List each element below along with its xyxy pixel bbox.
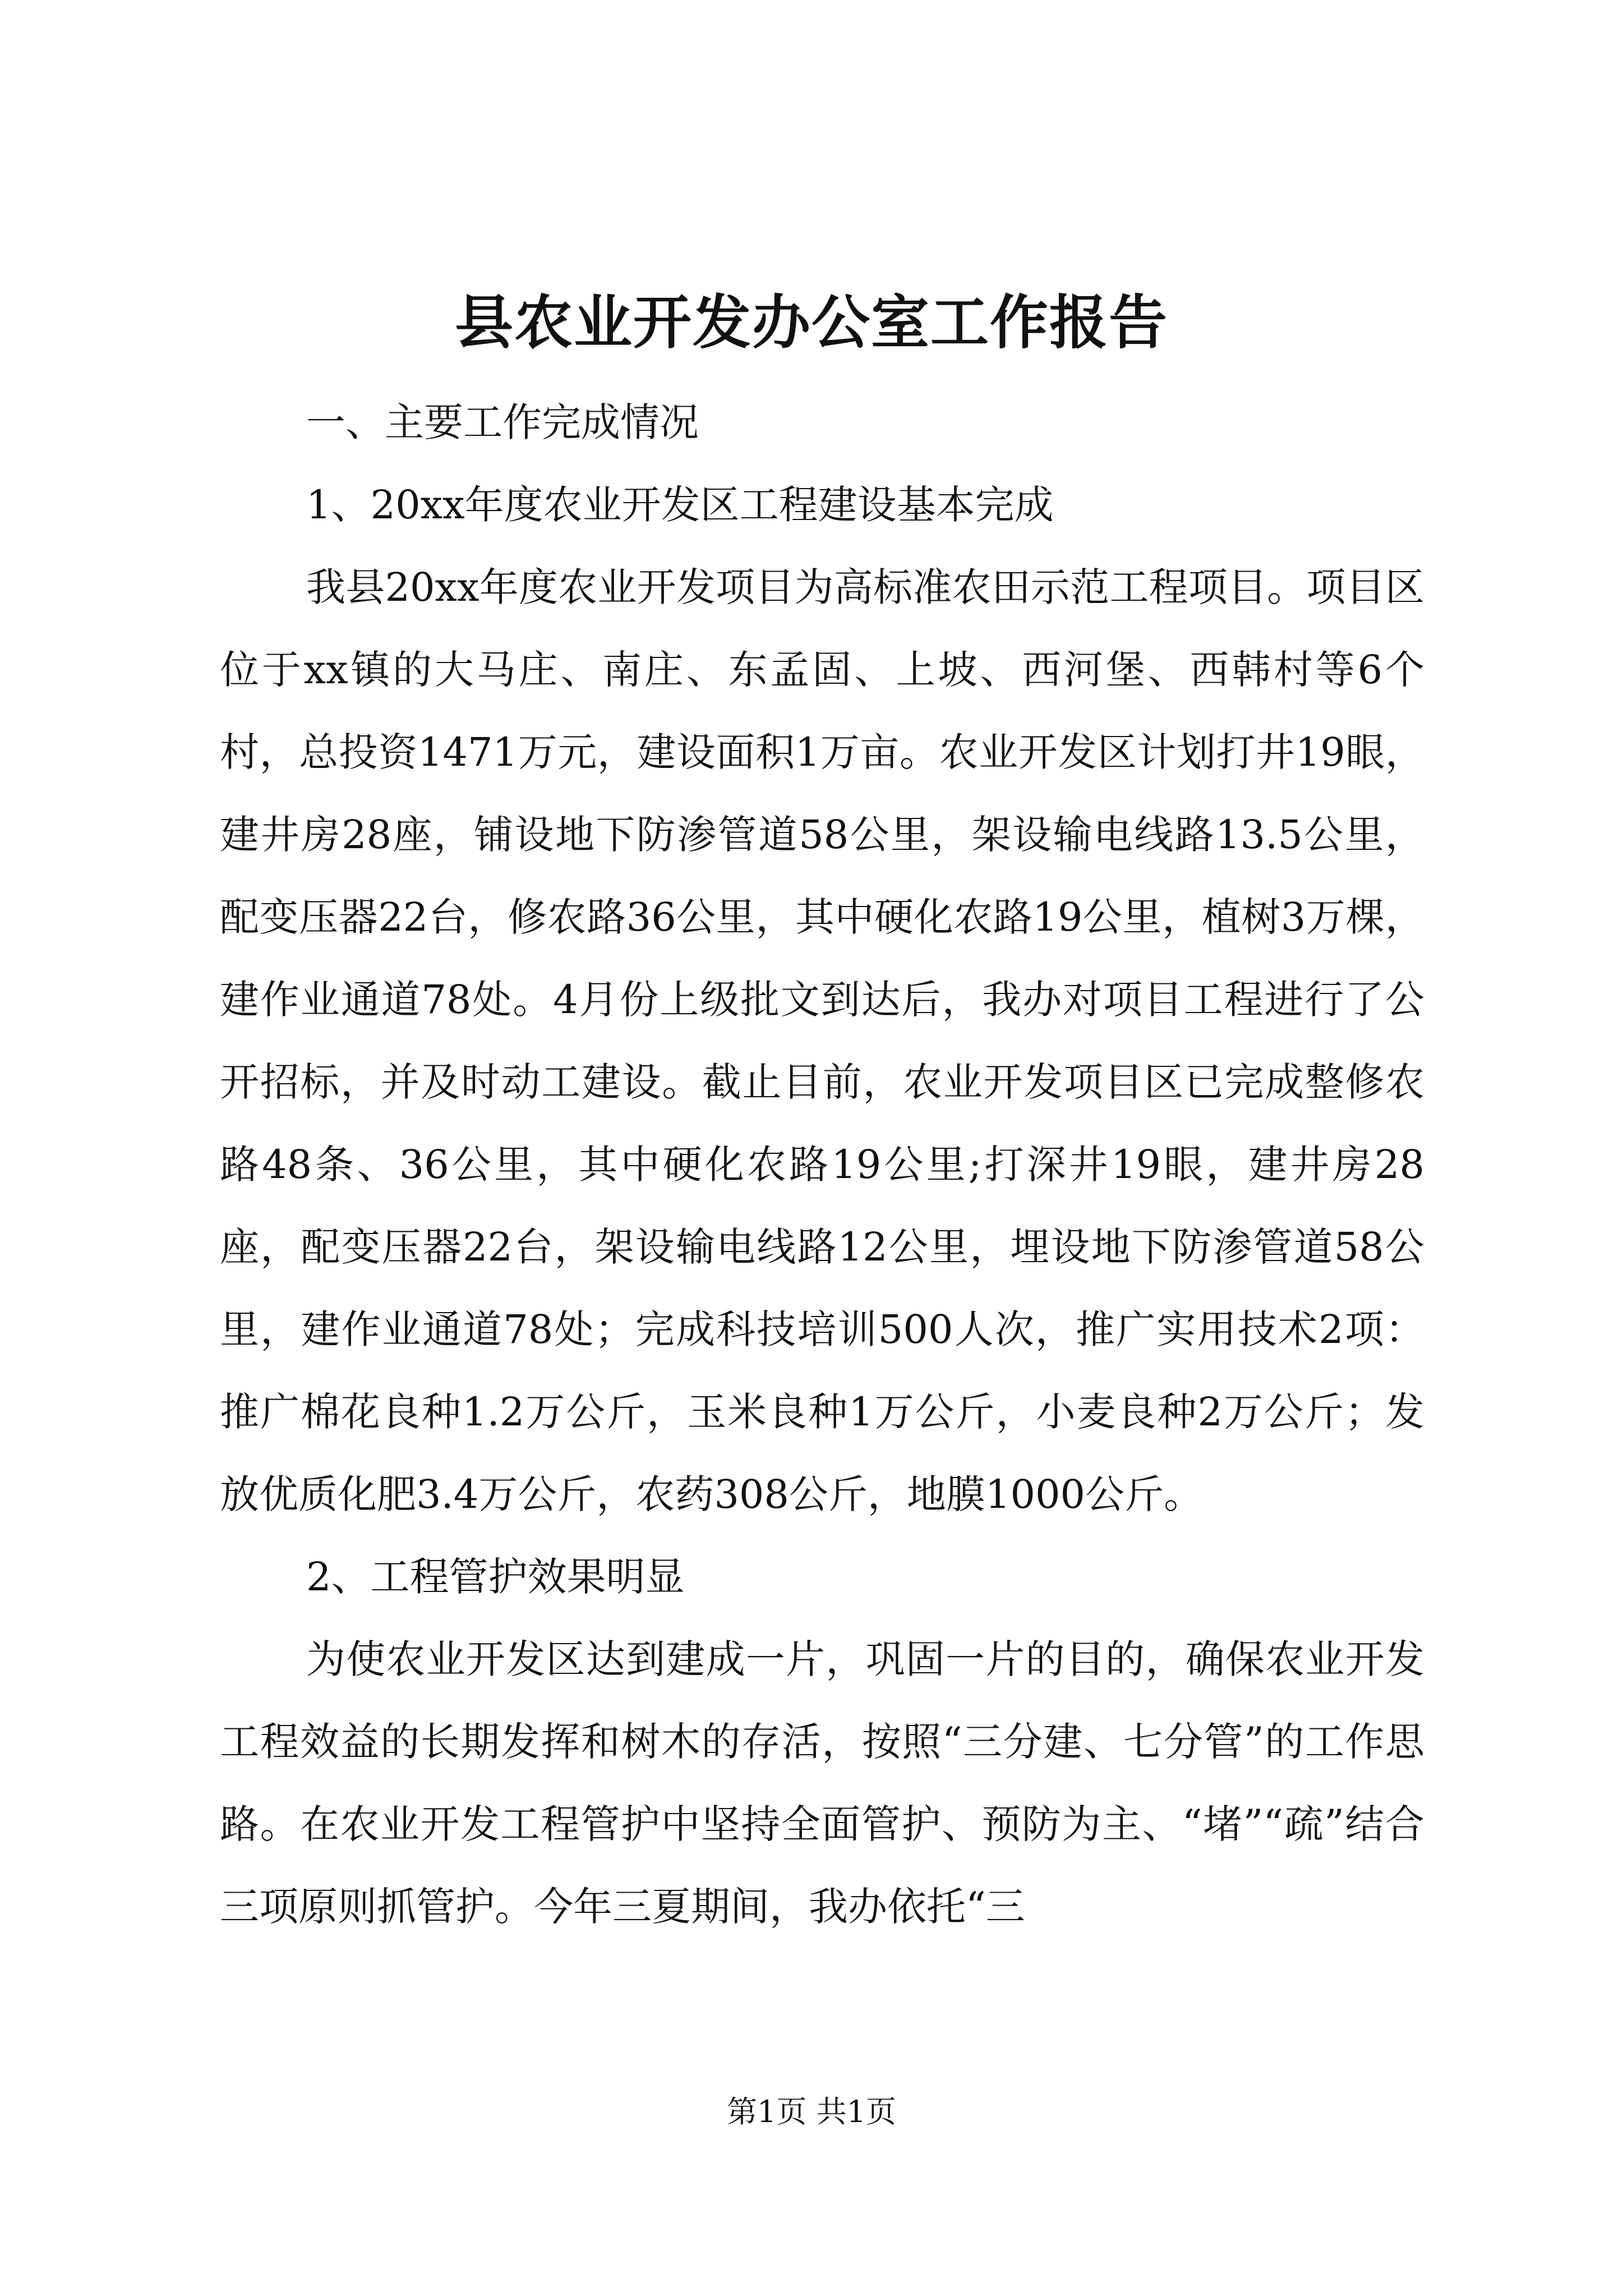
section-heading: 一、主要工作完成情况 [306, 399, 699, 445]
body-paragraph: 我县20xx年度农业开发项目为高标准农田示范工程项目。项目区位于xx镇的大马庄、南庄、东孟固、上坡、西河堡、西韩村等6个村，总投资1471万元，建设面积1万亩。农业开发区计划打井19眼，建井房28座，铺设地下防渗管道58公里，架设输电线路13.5公里，配变压器22台，修农路36公里，其中硬化农路19公里，植树3万棵，建作业通道78处。4月份上级批文到达后，我办对项目工程进行了公开招标，并及时动工建设。截止目前，农业开发项目区已完成整修农路48条、36公里，其中硬化农路19公里;打深井19眼，建井房28座，配变压器22台，架设输电线路12公里，埋设地下防渗管道58公里，建作业通道78处；完成科技培训500人次，推广实用技术2项：推广棉花良种1.2万公斤，玉米良种1万公斤，小麦良种2万公斤；发放优质化肥3.4万公斤，农药308公斤，地膜1000公斤。 [220, 564, 1424, 1517]
document-title: 县农业开发办公室工作报告 [454, 288, 1168, 357]
subsection-heading: 2、工程管护效果明显 [306, 1554, 685, 1600]
body-paragraph: 为使农业开发区达到建成一片，巩固一片的目的，确保农业开发工程效益的长期发挥和树木的存活，按照“三分建、七分管”的工作思路。在农业开发工程管护中坚持全面管护、预防为主、“堵”“疏”结合三项原则抓管护。今年三夏期间，我办依托“三 [220, 1636, 1424, 1930]
page-number-footer: 第1页 共1页 [727, 2094, 896, 2129]
subsection-heading: 1、20xx年度农业开发区工程建设基本完成 [306, 482, 1054, 528]
document-body [220, 381, 1424, 1948]
